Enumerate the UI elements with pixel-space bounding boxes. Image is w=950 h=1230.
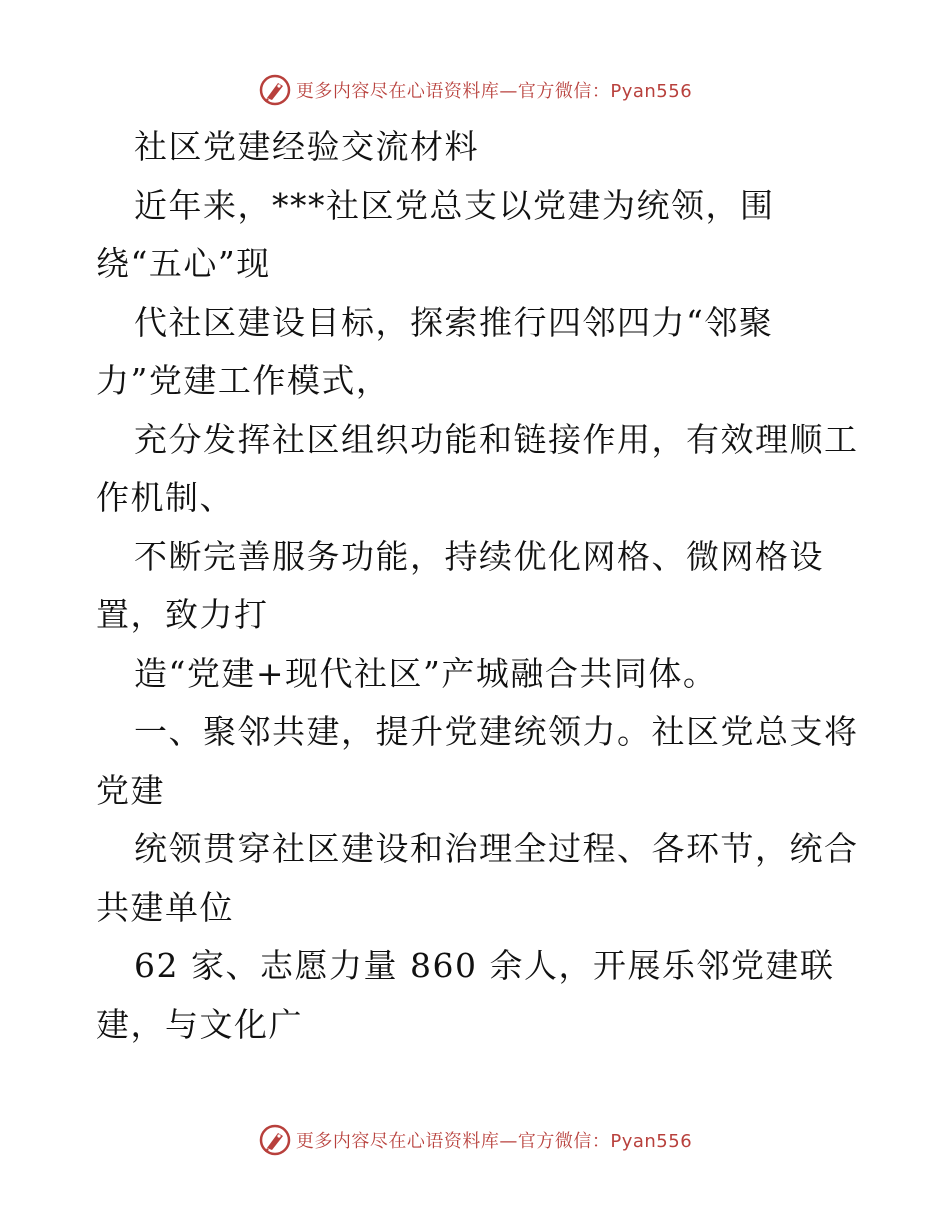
paragraph-line: 力”党建工作模式， (96, 361, 391, 400)
pen-nib-logo-icon (258, 73, 292, 107)
paragraph-line: 代社区建设目标，探索推行四邻四力“邻聚 (134, 302, 774, 342)
paragraph-line: 作机制、 (96, 478, 234, 517)
paragraph-line: 置，致力打 (96, 595, 269, 634)
section-heading-line: 一、聚邻共建，提升党建统领力。社区党总支将 (134, 712, 859, 751)
header-banner (0, 70, 950, 110)
footer-banner (0, 1120, 950, 1160)
paragraph-line: 党建 (96, 770, 165, 810)
paragraph-line: 共建单位 (96, 887, 234, 927)
pen-nib-logo-icon (258, 1123, 292, 1157)
paragraph-line: 绕“五心”现 (96, 244, 271, 283)
paragraph-line: 不断完善服务功能，持续优化网格、微网格设 (134, 536, 824, 576)
paragraph-line: 建，与文化广 (96, 1004, 303, 1044)
document-title: 社区党建经验交流材料 (134, 127, 479, 166)
paragraph-line: 近年来，***社区党总支以党建为统领，围 (134, 185, 775, 225)
document-body (96, 118, 876, 1054)
paragraph-line: 造“党建+现代社区”产城融合共同体。 (134, 653, 718, 693)
paragraph-line: 统领贯穿社区建设和治理全过程、各环节，统合 (134, 829, 859, 868)
banner-text: 更多内容尽在心语资料库—官方微信：Pyan556 (295, 1131, 693, 1152)
paragraph-line: 62 家、志愿力量 860 余人，开展乐邻党建联 (134, 946, 835, 985)
paragraph-line: 充分发挥社区组织功能和链接作用，有效理顺工 (134, 419, 859, 459)
banner-text: 更多内容尽在心语资料库—官方微信：Pyan556 (295, 81, 693, 102)
